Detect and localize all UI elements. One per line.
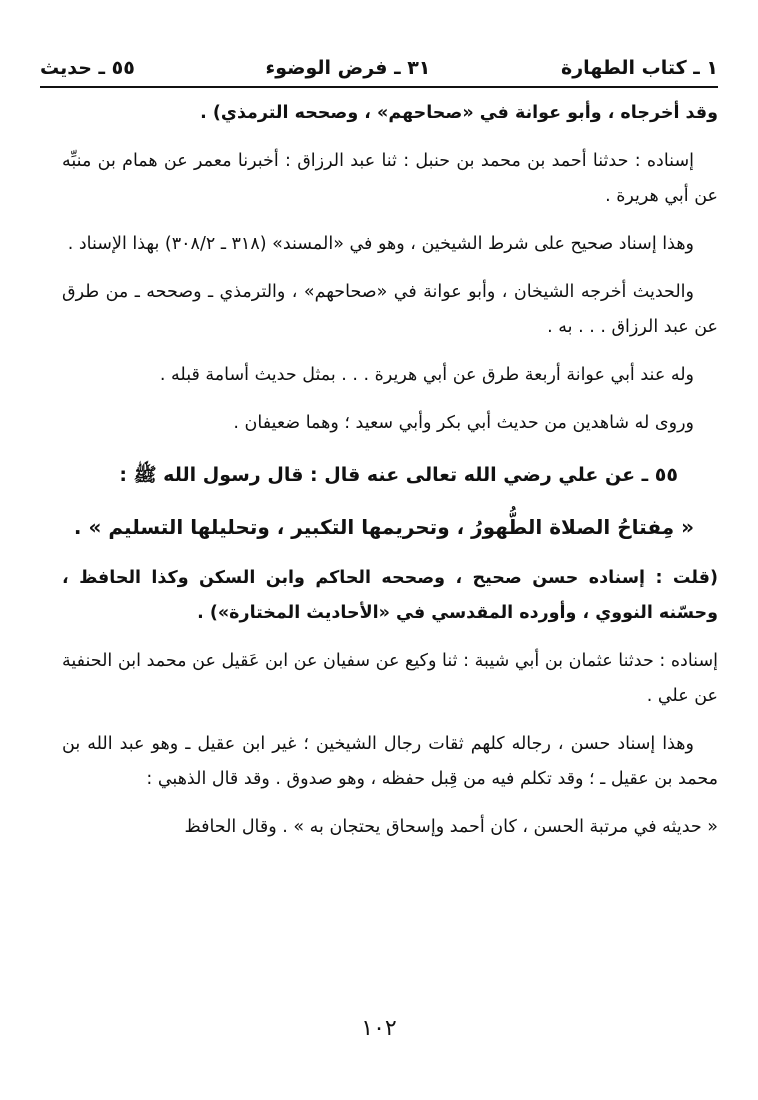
hadith-text: « مِفتاحُ الصلاة الطُّهورُ ، وتحريمها التكبير ، وتحليلها التسليم » . (73, 515, 694, 539)
header-chapter-title: ٣١ ـ فرض الوضوء (265, 57, 431, 79)
paragraph: إسناده : حدثنا عثمان بن أبي شيبة : ثنا وكيع عن سفيان عن ابن عَقيل عن محمد ابن الحنفية عن علي . (62, 651, 718, 706)
paragraph: والحديث أخرجه الشيخان ، وأبو عوانة في «صحاحهم» ، والترمذي ـ وصححه ـ من طرق عن عبد الرزاق . . . به . (62, 282, 718, 337)
paragraph: وهذا إسناد حسن ، رجاله كلهم ثقات رجال الشيخين ؛ غير ابن عقيل ـ وهو عبد الله بن محمد بن عقيل ـ ؛ وقد تكلم فيه من قِبل حفظه ، وهو صدوق . وقد قال الذهبي : (62, 734, 718, 789)
page-number: ١٠٢ (361, 1016, 397, 1041)
paragraph: وروى له شاهدين من حديث أبي بكر وأبي سعيد ؛ وهما ضعيفان . (233, 413, 694, 433)
paragraph: وله عند أبي عوانة أربعة طرق عن أبي هريرة . . . بمثل حديث أسامة قبله . (159, 365, 694, 385)
paragraph: (قلت : إسناده حسن صحيح ، وصححه الحاكم وابن السكن وكذا الحافظ ، وحسّنه النووي ، وأورده المقدسي في «الأحاديث المختارة») . (62, 568, 718, 623)
paragraph: وهذا إسناد صحيح على شرط الشيخين ، وهو في «المسند» (٣١٨ ـ ٣٠٨/٢) بهذا الإسناد . (67, 234, 694, 254)
paragraph: « حديثه في مرتبة الحسن ، كان أحمد وإسحاق يحتجان به » . وقال الحافظ (184, 817, 718, 837)
header-book-title: ١ ـ كتاب الطهارة (561, 57, 718, 79)
paragraph: إسناده : حدثنا أحمد بن محمد بن حنبل : ثنا عبد الرزاق : أخبرنا معمر عن همام بن منبِّه عن أبي هريرة . (62, 151, 718, 206)
running-header (40, 52, 718, 84)
header-rule (40, 86, 718, 88)
header-hadith-number: ٥٥ ـ حديث (40, 57, 135, 79)
page-body (62, 96, 718, 845)
paragraph: وقد أخرجاه ، وأبو عوانة في «صحاحهم» ، وصححه الترمذي) . (200, 103, 718, 123)
hadith-heading: ٥٥ ـ عن علي رضي الله تعالى عنه قال : قال رسول الله ﷺ : (119, 464, 678, 486)
